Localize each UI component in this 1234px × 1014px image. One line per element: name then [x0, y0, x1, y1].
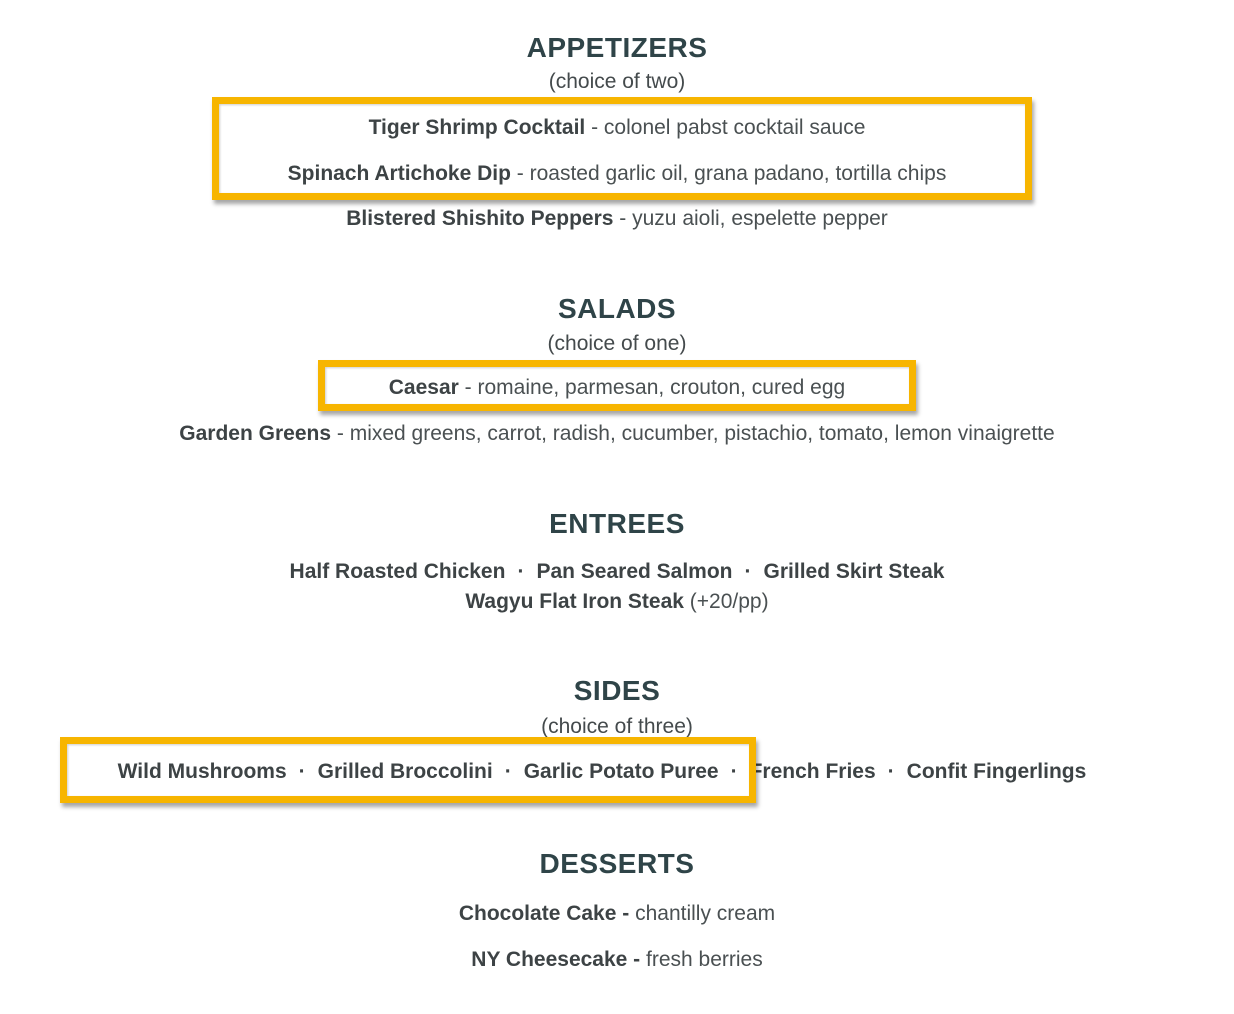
menu-item-garden-greens	[0, 420, 1234, 448]
side-item: Garlic Potato Puree	[523, 760, 719, 783]
item-separator: -	[458, 376, 478, 399]
entree-item: Half Roasted Chicken	[289, 560, 506, 583]
item-name: Blistered Shishito Peppers	[346, 207, 614, 230]
item-separator: -	[585, 116, 604, 139]
entrees-heading: ENTREES	[549, 508, 685, 539]
item-name: Garden Greens	[179, 422, 332, 445]
item-description: yuzu aioli, espelette pepper	[632, 207, 888, 230]
item-name: Tiger Shrimp Cocktail	[368, 116, 586, 139]
sides-heading: SIDES	[573, 675, 661, 706]
item-name: Spinach Artichoke Dip	[287, 162, 511, 185]
side-item: Confit Fingerlings	[906, 760, 1087, 783]
item-description: fresh berries	[640, 948, 763, 971]
item-separator: -	[613, 207, 633, 230]
desserts-heading: DESSERTS	[539, 848, 695, 879]
appetizers-note: (choice of two)	[548, 70, 686, 93]
entree-premium	[0, 588, 1234, 616]
entree-price: (+20/pp)	[683, 590, 769, 613]
menu-item-spinach-artichoke-dip	[0, 160, 1234, 188]
side-item: Grilled Broccolini	[317, 760, 493, 783]
separator-dot: ·	[887, 760, 895, 783]
sides-list	[0, 758, 1234, 786]
appetizers-heading: APPETIZERS	[526, 32, 708, 63]
separator-dot: ·	[744, 560, 752, 583]
entrees-list	[0, 558, 1234, 586]
entree-item: Grilled Skirt Steak	[763, 560, 945, 583]
separator-dot: ·	[730, 760, 738, 783]
item-separator: -	[331, 422, 350, 445]
item-separator: -	[510, 162, 530, 185]
menu-item-ny-cheesecake	[0, 946, 1234, 974]
menu-item-blistered-shishito-peppers	[0, 205, 1234, 233]
item-name: Chocolate Cake -	[458, 902, 630, 925]
item-name: NY Cheesecake -	[471, 948, 641, 971]
side-item: French Fries	[749, 760, 876, 783]
item-name: Caesar	[388, 376, 459, 399]
sides-note: (choice of three)	[541, 715, 693, 738]
salads-note: (choice of one)	[547, 332, 687, 355]
separator-dot: ·	[298, 760, 306, 783]
menu-item-chocolate-cake	[0, 900, 1234, 928]
item-description: mixed greens, carrot, radish, cucumber, pistachio, tomato, lemon vinaigrette	[349, 422, 1055, 445]
item-description: roasted garlic oil, grana padano, tortilla chips	[529, 162, 947, 185]
side-item: Wild Mushrooms	[117, 760, 287, 783]
item-description: chantilly cream	[629, 902, 776, 925]
separator-dot: ·	[504, 760, 512, 783]
entree-item: Wagyu Flat Iron Steak	[465, 590, 684, 613]
separator-dot: ·	[517, 560, 525, 583]
item-description: romaine, parmesan, crouton, cured egg	[477, 376, 846, 399]
item-description: colonel pabst cocktail sauce	[603, 116, 866, 139]
menu-item-caesar	[0, 374, 1234, 402]
salads-heading: SALADS	[557, 293, 677, 324]
entree-item: Pan Seared Salmon	[536, 560, 733, 583]
menu-item-tiger-shrimp-cocktail	[0, 114, 1234, 142]
